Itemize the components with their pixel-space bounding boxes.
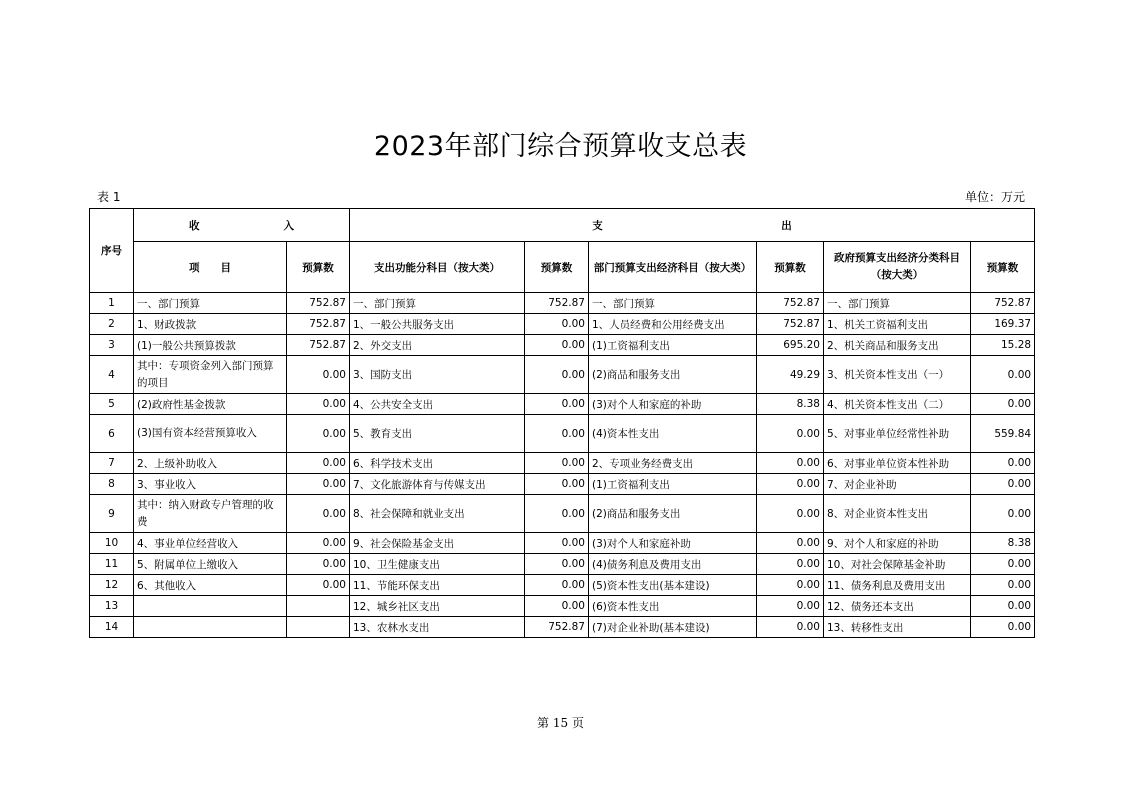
econ-budget-cell: 0.00 xyxy=(757,554,824,575)
func-subject-cell: 4、公共安全支出 xyxy=(350,394,525,415)
econ-subject-cell: 1、人员经费和公用经费支出 xyxy=(589,314,757,335)
econ-budget-cell: 0.00 xyxy=(757,533,824,554)
income-item-cell: (2)政府性基金拨款 xyxy=(134,394,287,415)
func-subject-cell: 1、一般公共服务支出 xyxy=(350,314,525,335)
func-budget-cell: 0.00 xyxy=(525,314,589,335)
func-budget-cell: 0.00 xyxy=(525,415,589,453)
func-budget-cell: 0.00 xyxy=(525,394,589,415)
gov-subject-cell: 11、债务利息及费用支出 xyxy=(824,575,971,596)
row-number-cell: 3 xyxy=(90,335,134,356)
econ-budget-cell: 0.00 xyxy=(757,575,824,596)
econ-subject-cell: (6)资本性支出 xyxy=(589,596,757,617)
income-item-cell xyxy=(134,617,287,638)
econ-subject-cell: (5)资本性支出(基本建设) xyxy=(589,575,757,596)
func-subject-cell: 一、部门预算 xyxy=(350,293,525,314)
econ-subject-cell: (2)商品和服务支出 xyxy=(589,495,757,533)
gov-subject-cell: 12、债务还本支出 xyxy=(824,596,971,617)
gov-subject-cell: 5、对事业单位经常性补助 xyxy=(824,415,971,453)
row-number-cell: 7 xyxy=(90,453,134,474)
seq-header: 序号 xyxy=(90,209,134,293)
income-budget-cell: 752.87 xyxy=(287,314,350,335)
gov-budget-header: 预算数 xyxy=(971,242,1035,293)
econ-subject-cell: (2)商品和服务支出 xyxy=(589,356,757,394)
gov-subject-cell: 6、对事业单位资本性补助 xyxy=(824,453,971,474)
func-subject-cell: 9、社会保险基金支出 xyxy=(350,533,525,554)
row-number-cell: 1 xyxy=(90,293,134,314)
gov-subject-cell: 7、对企业补助 xyxy=(824,474,971,495)
table-row xyxy=(90,575,1035,596)
income-item-cell: (3)国有资本经营预算收入 xyxy=(134,415,287,453)
table-row xyxy=(90,596,1035,617)
func-subject-cell: 13、农林水支出 xyxy=(350,617,525,638)
econ-budget-cell: 8.38 xyxy=(757,394,824,415)
income-budget-cell xyxy=(287,617,350,638)
row-number-cell: 6 xyxy=(90,415,134,453)
gov-subject-cell: 1、机关工资福利支出 xyxy=(824,314,971,335)
income-budget-cell: 752.87 xyxy=(287,335,350,356)
income-item-cell: 3、事业收入 xyxy=(134,474,287,495)
income-budget-cell xyxy=(287,596,350,617)
table-row xyxy=(90,533,1035,554)
table-row xyxy=(90,495,1035,533)
income-budget-cell: 0.00 xyxy=(287,533,350,554)
func-subject-cell: 3、国防支出 xyxy=(350,356,525,394)
table-row xyxy=(90,617,1035,638)
income-item-cell: 4、事业单位经营收入 xyxy=(134,533,287,554)
gov-subject-cell: 13、转移性支出 xyxy=(824,617,971,638)
func-budget-cell: 0.00 xyxy=(525,495,589,533)
gov-budget-cell: 559.84 xyxy=(971,415,1035,453)
page-title: 2023年部门综合预算收支总表 xyxy=(373,131,748,162)
func-budget-cell: 0.00 xyxy=(525,356,589,394)
income-budget-cell: 0.00 xyxy=(287,415,350,453)
row-number-cell: 4 xyxy=(90,356,134,394)
table-row xyxy=(90,554,1035,575)
gov-budget-cell: 0.00 xyxy=(971,596,1035,617)
income-item-cell: 1、财政拨款 xyxy=(134,314,287,335)
func-budget-cell: 0.00 xyxy=(525,335,589,356)
unit-label: 单位：万元 xyxy=(964,190,1025,204)
gov-subject-cell: 8、对企业资本性支出 xyxy=(824,495,971,533)
income-budget-cell: 752.87 xyxy=(287,293,350,314)
econ-budget-header: 预算数 xyxy=(757,242,824,293)
income-item-cell: 其中：纳入财政专户管理的收费 xyxy=(134,495,287,533)
income-item-cell: 其中：专项资金列入部门预算的项目 xyxy=(134,356,287,394)
func-budget-cell: 0.00 xyxy=(525,474,589,495)
gov-budget-cell: 0.00 xyxy=(971,474,1035,495)
page-number: 第 15 页 xyxy=(537,716,584,730)
row-number-cell: 14 xyxy=(90,617,134,638)
income-item-cell: (1)一般公共预算拨款 xyxy=(134,335,287,356)
income-budget-cell: 0.00 xyxy=(287,356,350,394)
row-number-cell: 9 xyxy=(90,495,134,533)
econ-subject-cell: (1)工资福利支出 xyxy=(589,474,757,495)
econ-budget-cell: 0.00 xyxy=(757,474,824,495)
func-budget-cell: 752.87 xyxy=(525,617,589,638)
func-budget-cell: 0.00 xyxy=(525,554,589,575)
func-subject-cell: 7、文化旅游体育与传媒支出 xyxy=(350,474,525,495)
func-budget-cell: 0.00 xyxy=(525,453,589,474)
item-budget-header: 预算数 xyxy=(287,242,350,293)
gov-subject-cell: 9、对个人和家庭的补助 xyxy=(824,533,971,554)
income-budget-cell: 0.00 xyxy=(287,453,350,474)
income-budget-cell: 0.00 xyxy=(287,575,350,596)
table-row xyxy=(90,474,1035,495)
income-item-cell: 一、部门预算 xyxy=(134,293,287,314)
econ-subject-cell: (1)工资福利支出 xyxy=(589,335,757,356)
gov-budget-cell: 15.28 xyxy=(971,335,1035,356)
row-number-cell: 11 xyxy=(90,554,134,575)
row-number-cell: 8 xyxy=(90,474,134,495)
func-budget-header: 预算数 xyxy=(525,242,589,293)
row-number-cell: 13 xyxy=(90,596,134,617)
table-row xyxy=(90,394,1035,415)
table-row xyxy=(90,293,1035,314)
row-number-cell: 2 xyxy=(90,314,134,335)
econ-budget-cell: 49.29 xyxy=(757,356,824,394)
table-row xyxy=(90,453,1035,474)
gov-budget-cell: 0.00 xyxy=(971,495,1035,533)
gov-budget-cell: 0.00 xyxy=(971,617,1035,638)
gov-subject-cell: 2、机关商品和服务支出 xyxy=(824,335,971,356)
income-budget-cell: 0.00 xyxy=(287,394,350,415)
func-subject-cell: 6、科学技术支出 xyxy=(350,453,525,474)
func-subject-cell: 8、社会保障和就业支出 xyxy=(350,495,525,533)
func-subject-cell: 5、教育支出 xyxy=(350,415,525,453)
gov-subject-cell: 10、对社会保障基金补助 xyxy=(824,554,971,575)
econ-budget-cell: 0.00 xyxy=(757,415,824,453)
func-subject-cell: 2、外交支出 xyxy=(350,335,525,356)
econ-budget-cell: 695.20 xyxy=(757,335,824,356)
table-row xyxy=(90,356,1035,394)
gov-subject-cell: 一、部门预算 xyxy=(824,293,971,314)
income-budget-cell: 0.00 xyxy=(287,495,350,533)
func-header: 支出功能分科目（按大类） xyxy=(350,242,525,293)
econ-budget-cell: 0.00 xyxy=(757,453,824,474)
func-budget-cell: 0.00 xyxy=(525,533,589,554)
econ-subject-cell: (3)对个人和家庭补助 xyxy=(589,533,757,554)
gov-budget-cell: 752.87 xyxy=(971,293,1035,314)
econ-subject-cell: (7)对企业补助(基本建设) xyxy=(589,617,757,638)
income-item-cell: 5、附属单位上缴收入 xyxy=(134,554,287,575)
econ-budget-cell: 0.00 xyxy=(757,617,824,638)
table-row xyxy=(90,415,1035,453)
row-number-cell: 12 xyxy=(90,575,134,596)
econ-subject-cell: (4)债务利息及费用支出 xyxy=(589,554,757,575)
expense-group-header: 支 出 xyxy=(350,209,1035,242)
func-budget-cell: 0.00 xyxy=(525,596,589,617)
income-group-header: 收 入 xyxy=(134,209,350,242)
econ-budget-cell: 752.87 xyxy=(757,314,824,335)
budget-summary-table xyxy=(89,208,1035,638)
item-header: 项 目 xyxy=(134,242,287,293)
gov-budget-cell: 0.00 xyxy=(971,554,1035,575)
gov-budget-cell: 169.37 xyxy=(971,314,1035,335)
gov-budget-cell: 0.00 xyxy=(971,575,1035,596)
row-number-cell: 10 xyxy=(90,533,134,554)
gov-budget-cell: 0.00 xyxy=(971,356,1035,394)
func-subject-cell: 10、卫生健康支出 xyxy=(350,554,525,575)
gov-header: 政府预算支出经济分类科目（按大类） xyxy=(824,242,971,293)
econ-header: 部门预算支出经济科目（按大类） xyxy=(589,242,757,293)
income-budget-cell: 0.00 xyxy=(287,554,350,575)
econ-subject-cell: 一、部门预算 xyxy=(589,293,757,314)
gov-budget-cell: 0.00 xyxy=(971,453,1035,474)
income-item-cell: 6、其他收入 xyxy=(134,575,287,596)
econ-budget-cell: 0.00 xyxy=(757,495,824,533)
table-row xyxy=(90,335,1035,356)
gov-budget-cell: 0.00 xyxy=(971,394,1035,415)
gov-budget-cell: 8.38 xyxy=(971,533,1035,554)
func-budget-cell: 0.00 xyxy=(525,575,589,596)
gov-subject-cell: 3、机关资本性支出（一） xyxy=(824,356,971,394)
table-row xyxy=(90,314,1035,335)
income-budget-cell: 0.00 xyxy=(287,474,350,495)
gov-subject-cell: 4、机关资本性支出（二） xyxy=(824,394,971,415)
func-subject-cell: 11、节能环保支出 xyxy=(350,575,525,596)
func-budget-cell: 752.87 xyxy=(525,293,589,314)
econ-subject-cell: 2、专项业务经费支出 xyxy=(589,453,757,474)
econ-budget-cell: 0.00 xyxy=(757,596,824,617)
table-label: 表 1 xyxy=(97,190,121,204)
income-item-cell xyxy=(134,596,287,617)
econ-subject-cell: (4)资本性支出 xyxy=(589,415,757,453)
econ-subject-cell: (3)对个人和家庭的补助 xyxy=(589,394,757,415)
row-number-cell: 5 xyxy=(90,394,134,415)
econ-budget-cell: 752.87 xyxy=(757,293,824,314)
func-subject-cell: 12、城乡社区支出 xyxy=(350,596,525,617)
income-item-cell: 2、上级补助收入 xyxy=(134,453,287,474)
